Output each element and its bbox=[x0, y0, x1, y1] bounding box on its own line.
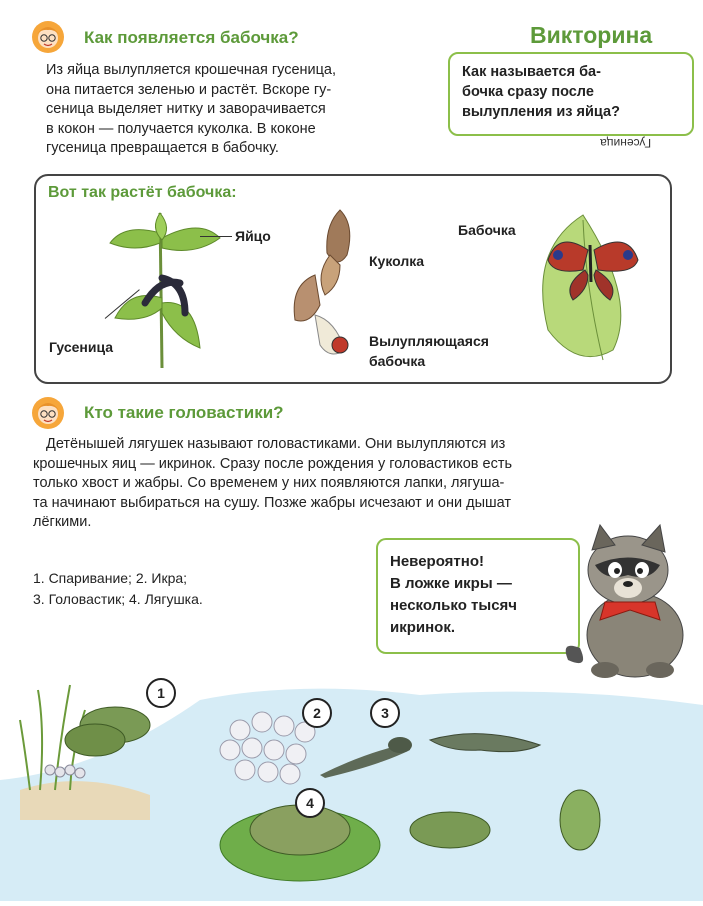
raccoon-illustration bbox=[560, 520, 695, 685]
quiz-answer-upside-down: Гусеница bbox=[600, 136, 652, 150]
fact-line: несколько тысяч bbox=[390, 597, 517, 614]
label-egg: Яйцо bbox=[235, 228, 271, 244]
label-butterfly: Бабочка bbox=[458, 222, 516, 238]
quiz-title: Викторина bbox=[526, 22, 656, 49]
butterfly-on-leaf-illustration bbox=[528, 210, 650, 375]
section2-text bbox=[33, 435, 673, 533]
text-line: лёгкими. bbox=[33, 514, 92, 530]
text-line: Из яйца вылупляется крошечная гусеница, bbox=[46, 62, 337, 78]
stage-number-1: 1 bbox=[146, 678, 176, 708]
fact-line: Невероятно! bbox=[390, 553, 484, 570]
quiz-line: вылупления из яйца? bbox=[462, 104, 620, 120]
quiz-line: бочка сразу после bbox=[462, 84, 594, 100]
section1-heading: Как появляется бабочка? bbox=[84, 28, 299, 47]
pupa-illustration bbox=[285, 205, 375, 370]
fact-line: В ложке икры — bbox=[390, 575, 512, 592]
text-line: Детёнышей лягушек называют головастиками. Они вылупляются из bbox=[46, 436, 506, 452]
fact-line: икринок. bbox=[390, 619, 456, 636]
growth-title: Вот так растёт бабочка: bbox=[48, 184, 237, 201]
label-hatching-line2: бабочка bbox=[369, 353, 426, 369]
pointer-line-egg bbox=[200, 236, 232, 237]
stage-number-3: 3 bbox=[370, 698, 400, 728]
label-pupa: Куколка bbox=[369, 253, 425, 269]
label-hatching-line1: Вылупляющаяся bbox=[369, 333, 489, 349]
quiz-question bbox=[462, 62, 682, 122]
label-caterpillar: Гусеница bbox=[49, 339, 114, 355]
text-line: сеница выделяет нитку и заворачивается bbox=[46, 101, 326, 117]
text-line: она питается зеленью и растёт. Вскоре гу- bbox=[46, 81, 332, 98]
stage-number-2: 2 bbox=[302, 698, 332, 728]
quiz-line: Как называется ба- bbox=[462, 64, 601, 80]
pond-scene bbox=[0, 670, 703, 906]
stage-number-4: 4 bbox=[295, 788, 325, 818]
text-line: та начинают выбираться на сушу. Позже жабры исчезают и они дышат bbox=[33, 494, 512, 511]
fact-text bbox=[390, 551, 570, 639]
text-line: только хвост и жабры. Со временем у них появляются лапки, лягуша- bbox=[33, 475, 505, 491]
text-line: крошечных яиц — икринок. Сразу после рождения у головастиков есть bbox=[33, 455, 513, 472]
list-item: 1. Спаривание; 2. Икра; bbox=[33, 570, 188, 586]
list-item: 3. Головастик; 4. Лягушка. bbox=[33, 591, 203, 607]
section1-text bbox=[46, 61, 418, 159]
nettle-caterpillar-illustration bbox=[100, 208, 230, 373]
text-line: гусеница превращается в бабочку. bbox=[46, 140, 279, 156]
avatar-girl-2 bbox=[31, 396, 65, 435]
text-line: в кокон — получается куколка. В коконе bbox=[46, 120, 316, 137]
avatar-girl-1 bbox=[31, 20, 65, 59]
section2-heading: Кто такие головастики? bbox=[84, 403, 284, 422]
answer-list bbox=[33, 568, 203, 610]
